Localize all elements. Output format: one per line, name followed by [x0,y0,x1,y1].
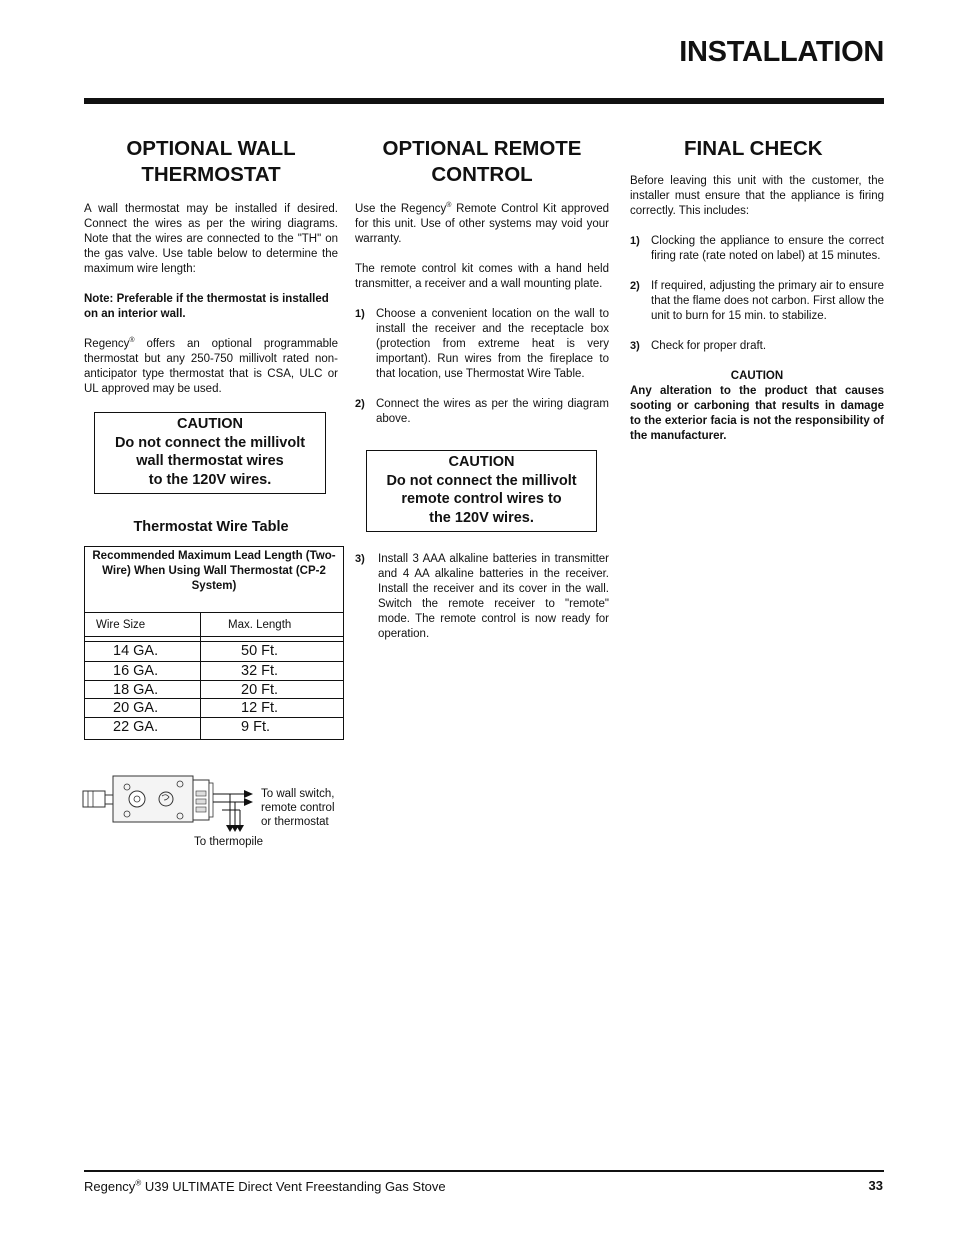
cell-max-length: 12 Ft. [241,700,279,717]
caution-box-remote-control [366,450,597,532]
caution-line: wall thermostat wires [136,453,284,469]
caution-line: to the 120V wires. [148,471,272,488]
cell-max-length: 9 Ft. [241,719,271,736]
step-number: 3) [355,553,365,565]
cell-wire-size: 14 GA. [85,642,201,661]
step-number: 2) [355,398,365,410]
caution-title: CAUTION [448,454,515,470]
list-item [630,339,884,354]
table-row [85,698,343,717]
caution-title: CAUTION [730,370,784,382]
table-spacer [85,637,343,641]
final-check-intro: Before leaving this unit with the customer, the installer must ensure that the appliance is firing correctly. This includes: [630,175,884,217]
wall-thermostat-section [84,136,338,740]
list-item [355,552,609,642]
caution-title: CAUTION [176,416,244,432]
section-heading-wall-thermostat: OPTIONAL WALL THERMOSTAT [126,137,296,186]
remote-control-section [355,136,609,657]
list-item [630,234,884,264]
step-text: Connect the wires as per the wiring diagram above. [376,398,609,425]
step-text: Install 3 AAA alkaline batteries in transmitter and 4 AA alkaline batteries in the receiver. Install the receiver and its cover in the wall. Switch the remote receiver to "remote" mode. The remote control is now ready for operation. [378,553,609,640]
thermostat-programmable-paragraph: Regency® offers an optional programmable thermostat but any 250-750 millivolt rated non-anticipator type thermostat that is CSA, ULC or UL approved may be used. [84,337,338,395]
section-heading-remote-control: OPTIONAL REMOTE CONTROL [382,137,582,186]
caution-line: Do not connect the millivolt [114,434,306,451]
table-title: Thermostat Wire Table [133,519,289,535]
diagram-label-wall-switch: To wall switch, remote control or thermostat [261,788,335,828]
table-row [85,642,343,661]
cell-wire-size: 18 GA. [85,681,201,699]
remote-kit-paragraph: The remote control kit comes with a hand held transmitter, a receiver and a wall mounting plate. [355,263,609,290]
table-row [85,680,343,699]
cell-max-length: 32 Ft. [241,662,279,679]
bottom-rule [84,1170,884,1172]
diagram-label-thermopile: To thermopile [194,836,264,848]
caution-text: Any alteration to the product that causes sooting or carboning that results in damage to the exterior facia is not the responsibility of the manufacturer. [630,385,884,442]
final-check-section [630,136,884,459]
list-item [355,397,609,427]
cell-wire-size: 16 GA. [85,662,201,680]
thermostat-intro-paragraph: A wall thermostat may be installed if desired. Connect the wires as per the wiring diagrams. Note that the wires are connected to the "TH" on the gas valve. Use table below to determine the maximum wire length: [84,203,338,275]
step-number: 1) [355,308,365,320]
step-text: Check for proper draft. [651,340,767,352]
step-number: 1) [630,235,640,247]
thermostat-wire-table [84,546,344,740]
list-item [630,279,884,324]
gas-valve-wiring-diagram [82,772,352,852]
thermostat-note: Note: Preferable if the thermostat is installed on an interior wall. [84,293,329,320]
table-header: Recommended Maximum Lead Length (Two-Wire) When Using Wall Thermostat (CP-2 System) [85,547,343,613]
cell-max-length: 50 Ft. [241,643,279,659]
remote-intro-paragraph: Use the Regency® Remote Control Kit approved for this unit. Use of other systems may void your warranty. [355,202,610,245]
cell-wire-size: 22 GA. [85,718,201,736]
step-text: Choose a convenient location on the wall to install the receiver and the receptacle box (protection from extreme heat is very important). Run wires from the fireplace to that location, use Thermostat Wire Table. [376,308,609,380]
caution-line: the 120V wires. [429,509,534,526]
cell-max-length: 20 Ft. [241,681,279,698]
page-title: INSTALLATION [679,36,884,68]
step-number: 3) [630,340,640,352]
section-heading-final-check: FINAL CHECK [684,137,823,160]
step-text: If required, adjusting the primary air to ensure that the flame does not carbon. First allow the unit to burn for 15 min. to stabilize. [651,280,884,322]
table-bottom-pad [85,736,343,739]
table-column-headers [85,613,343,637]
step-text: Clocking the appliance to ensure the correct firing rate (rate noted on label) at 15 minutes. [651,235,884,262]
column-header-max-length: Max. Length [228,619,292,631]
footer-title: Regency® U39 ULTIMATE Direct Vent Freestanding Gas Stove [84,1178,446,1194]
top-rule [84,98,884,104]
cell-wire-size: 20 GA. [85,699,201,717]
caution-line: Do not connect the millivolt [386,472,577,489]
caution-line: remote control wires to [401,491,562,507]
table-row [85,661,343,680]
page-number: 33 [868,1178,883,1193]
table-body [85,641,343,739]
step-number: 2) [630,280,640,292]
caution-box-wall-thermostat [94,412,326,494]
column-header-wire-size: Wire Size [85,613,201,636]
list-item [355,307,609,382]
table-row [85,717,343,736]
